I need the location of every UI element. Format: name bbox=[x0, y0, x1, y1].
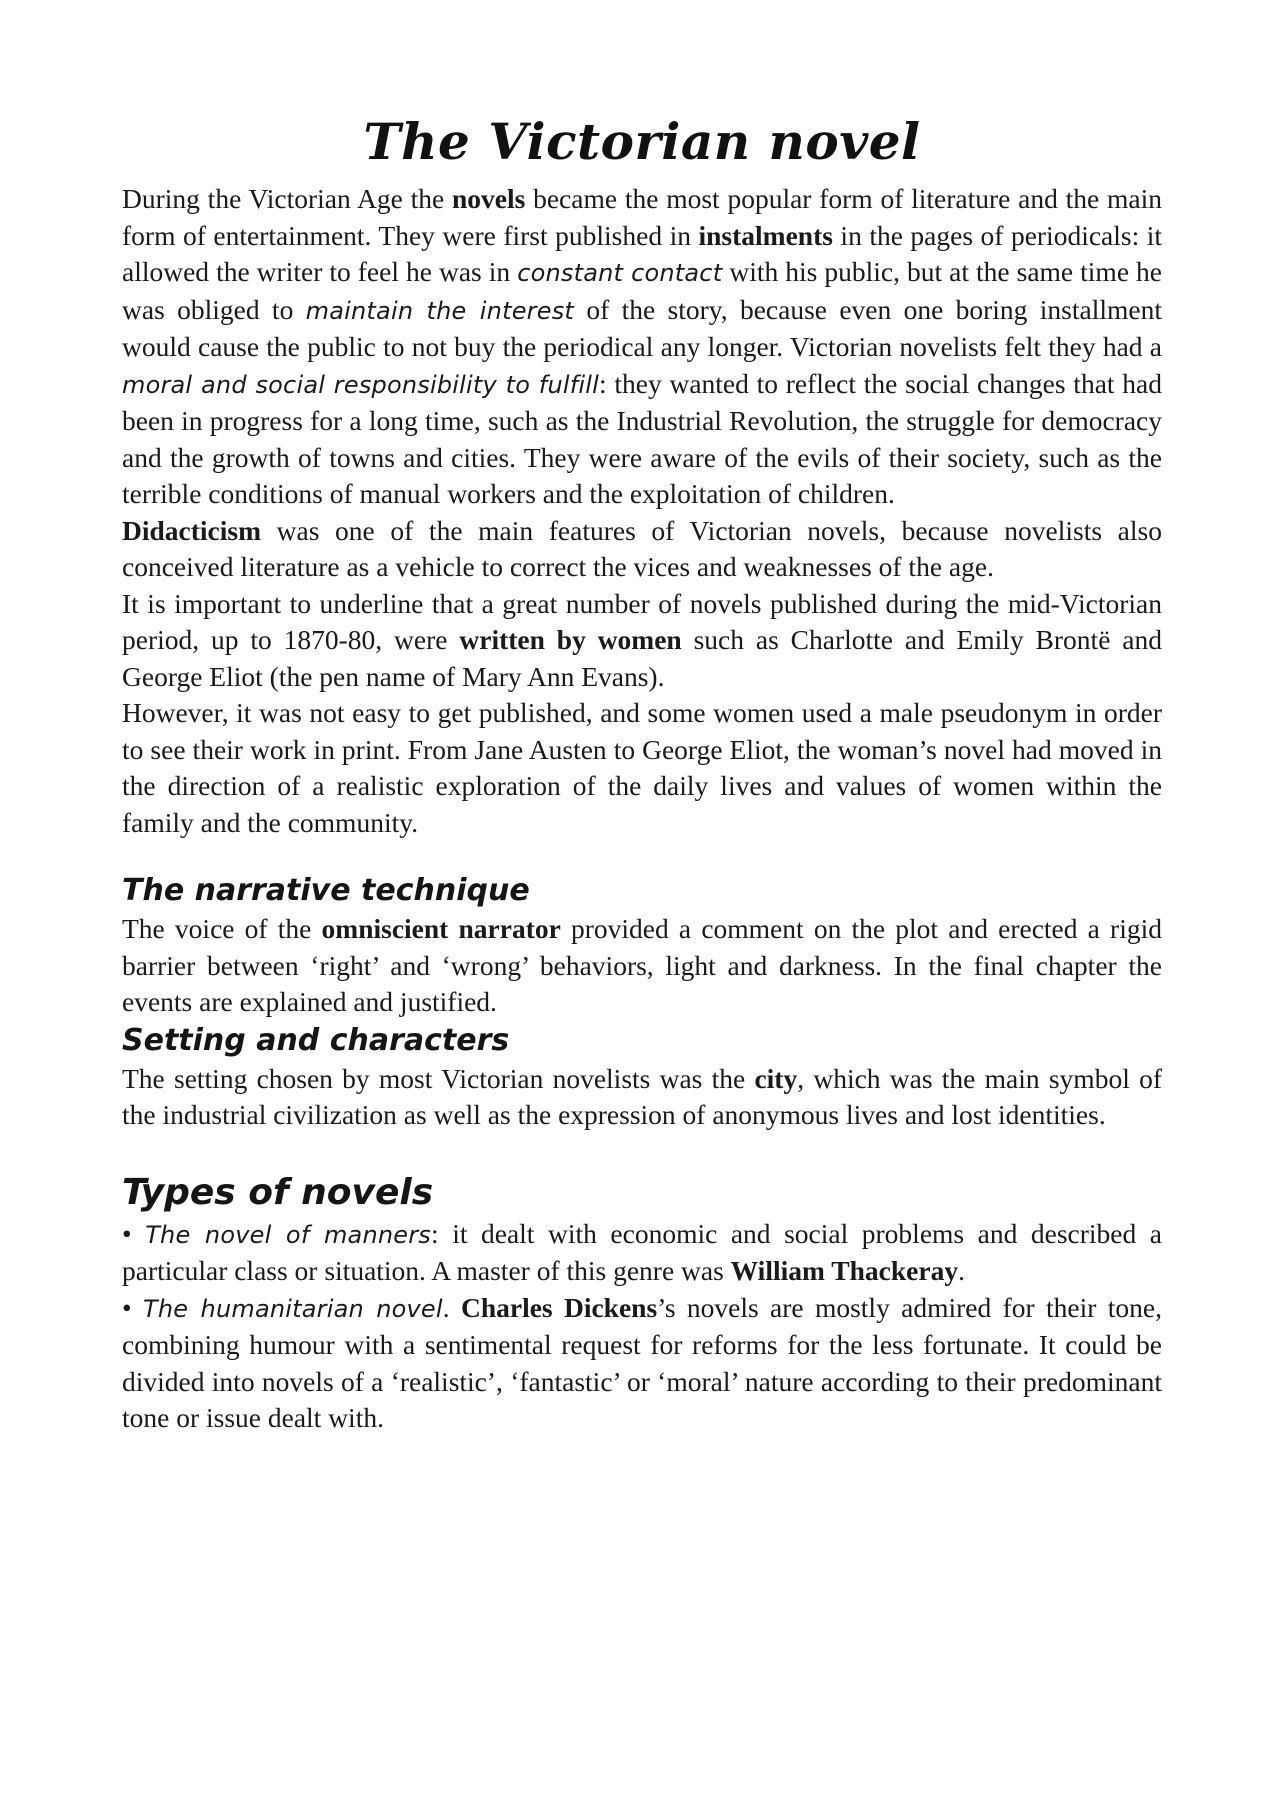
bold-term-written-by-women: written by women bbox=[459, 624, 682, 655]
page-title: The Victorian novel bbox=[363, 112, 921, 171]
types-heading: Types of novels bbox=[122, 1171, 434, 1213]
women-paragraph bbox=[122, 586, 1162, 696]
text-run: . bbox=[958, 1255, 965, 1286]
bold-term-omniscient-narrator: omniscient narrator bbox=[321, 913, 561, 944]
list-item-novel-of-manners bbox=[122, 1216, 1162, 1290]
didacticism-paragraph bbox=[122, 513, 1162, 586]
text-run: such as Charlotte and Emily Brontë and George Eliot (the pen name of Mary Ann Evans). bbox=[122, 624, 1162, 692]
text-run: of the story, because even one boring installment would cause the public to not buy the periodical any longer. Victorian novelists felt they had a bbox=[122, 293, 1162, 362]
text-run: During the Victorian Age the bbox=[122, 183, 452, 214]
however-paragraph bbox=[122, 695, 1162, 841]
bold-term-city: city bbox=[754, 1062, 798, 1094]
text-run: : they wanted to reflect the social changes that had been in progress for a long time, such as the Industrial Revolution, the struggle for democracy and the growth of towns and cities. They were aware of the evils of their society, such as the terrible conditions of manual workers and the exploitation of children. bbox=[122, 367, 1162, 509]
text-run: It is important to underline that a great number of novels published during the mid-Victorian period, up to 1870-80, were bbox=[122, 587, 1162, 655]
text-run: However, it was not easy to get published, and some women used a male pseudonym in order to see their work in print. From Jane Austen to George Eliot, the woman’s novel had moved in the direction of a realistic exploration of the daily lives and values of women within the family and the community. bbox=[122, 697, 1162, 838]
text-run: : it dealt with economic and social problems and described a particular class or situation. A master of this genre was bbox=[122, 1217, 1163, 1286]
list-item-humanitarian-novel bbox=[122, 1290, 1162, 1437]
setting-paragraph bbox=[122, 1061, 1162, 1134]
text-run: The voice of the bbox=[122, 913, 322, 944]
narrative-heading: The narrative technique bbox=[122, 873, 530, 908]
setting-heading: Setting and characters bbox=[122, 1022, 510, 1058]
text-run: with his public, but at the same time he was obliged to bbox=[122, 256, 1162, 325]
bold-term-charles-dickens: Charles Dickens bbox=[460, 1291, 658, 1323]
document-page bbox=[122, 112, 1162, 1437]
handwritten-phrase-responsibility: moral and social responsibility to fulfill bbox=[122, 370, 599, 399]
text-run: , which was the main symbol of the industrial civilization as well as the expression of anonymous lives and lost identities. bbox=[122, 1062, 1162, 1130]
bullet: • bbox=[122, 1291, 132, 1323]
bullet: • bbox=[122, 1217, 132, 1249]
handwritten-phrase-maintain-interest: maintain the interest bbox=[305, 296, 575, 325]
handwritten-phrase-constant-contact: constant contact bbox=[517, 259, 723, 287]
handwritten-phrase-humanitarian-novel: The humanitarian novel bbox=[143, 1294, 443, 1323]
text-run: was one of the main features of Victorian novels, because novelists also conceived literature as a vehicle to correct the vices and weaknesses of the age. bbox=[122, 514, 1162, 582]
narrative-paragraph bbox=[122, 911, 1162, 1021]
bold-term-novels: novels bbox=[451, 183, 526, 214]
intro-paragraph bbox=[122, 181, 1162, 513]
text-run: became the most popular form of literature and the main form of entertainment. They were first published in bbox=[122, 183, 1162, 251]
text-run: The setting chosen by most Victorian novelists was the bbox=[122, 1062, 755, 1094]
handwritten-phrase-novel-of-manners: The novel of manners bbox=[145, 1220, 432, 1249]
text-run: . bbox=[442, 1291, 461, 1323]
text-run: ’s novels are mostly admired for their tone, combining humour with a sentimental request for reforms for the less fortunate. It could be divided into novels of a ‘realistic’, ‘fantastic’ or ‘moral’ nature according to their predominant tone or issue dealt with. bbox=[122, 1291, 1162, 1433]
bold-term-instalments: instalments bbox=[698, 219, 833, 251]
text-run: in the pages of periodicals: it allowed the writer to feel he was in bbox=[122, 219, 1163, 287]
bold-term-didacticism: Didacticism bbox=[122, 514, 262, 546]
bold-term-william-thackeray: William Thackeray bbox=[730, 1255, 959, 1286]
text-run: provided a comment on the plot and erected a rigid barrier between ‘right’ and ‘wrong’ behaviors, light and darkness. In the final chapter the events are explained and justified. bbox=[122, 913, 1162, 1017]
